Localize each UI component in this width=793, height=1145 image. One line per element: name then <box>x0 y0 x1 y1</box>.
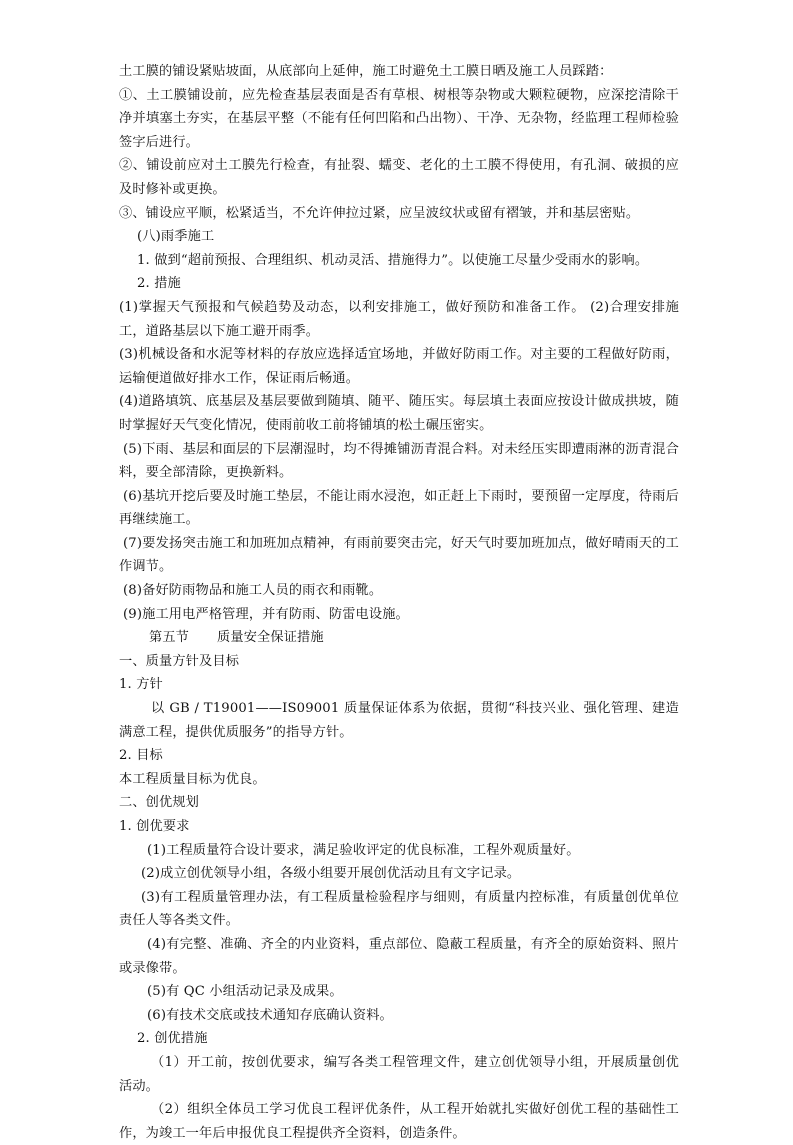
paragraph-step-1: ①、土工膜铺设前，应先检查基层表面是否有草根、树根等杂物或大颗粒硬物，应深挖清除干净并填塞土夯实，在基层平整（不能有任何凹陷和凸出物）、干净、无杂物，经监理工程师检验签字后进行。 <box>119 87 679 150</box>
section-heading <box>119 626 679 650</box>
paragraph-measure-1-2: (1)掌握天气预报和气候趋势及动态，以利安排施工，做好预防和准备工作。 (2)合理安排施工，道路基层以下施工避开雨季。 <box>119 299 679 339</box>
section-title: 质量安全保证措施 <box>217 630 324 646</box>
paragraph-step-3: ③、铺设应平顺，松紧适当，不允许伸拉过紧，应呈波纹状或留有褶皱，并和基层密贴。 <box>119 205 640 221</box>
heading-goal: 2. 目标 <box>119 748 163 764</box>
paragraph-step-2: ②、铺设前应对土工膜先行检查，有扯裂、蠕变、老化的土工膜不得使用，有孔洞、破损的应及时修补或更换。 <box>119 158 679 197</box>
paragraph-requirement-4: (4)有完整、准确、齐全的内业资料，重点部位、隐蔽工程质量，有齐全的原始资料、照片或录像带。 <box>119 936 679 976</box>
paragraph-measure-4: (4)道路填筑、底基层及基层要做到随填、随平、随压实。每层填土表面应按设计做成拱坡，随时掌握好天气变化情况，使雨前收工前将铺填的松土碾压密实。 <box>119 394 679 433</box>
heading-rainy-season: (八)雨季施工 <box>137 229 215 245</box>
document-body <box>119 60 679 1145</box>
paragraph-requirement-3: (3)有工程质量管理办法，有工程质量检验程序与细则，有质量内控标准，有质量创优单位责任人等各类文件。 <box>119 889 679 929</box>
heading-policy: 1. 方针 <box>119 677 163 693</box>
section-number: 第五节 <box>149 630 190 646</box>
paragraph-policy: 以 GB / T19001——IS09001 质量保证体系为依据，贯彻“科技兴业、强化管理、建造满意工程，提供优质服务”的指导方针。 <box>119 701 679 740</box>
heading-quality-policy: 一、质量方针及目标 <box>119 653 240 669</box>
paragraph-geomembrane-intro: 土工膜的铺设紧贴坡面，从底部向上延伸，施工时避免土工膜日晒及施工人员踩踏： <box>119 64 613 79</box>
paragraph-goal: 本工程质量目标为优良。 <box>119 771 266 787</box>
paragraph-measure-8: (8)备好防雨物品和施工人员的雨衣和雨靴。 <box>123 583 383 599</box>
paragraph-measure-5: (5)下雨、基层和面层的下层潮湿时，均不得摊铺沥青混合料。对未经压实即遭雨淋的沥青混合料，要全部清除，更换新料。 <box>119 441 679 481</box>
paragraph-requirement-5: (5)有 QC 小组活动记录及成果。 <box>147 984 343 1000</box>
paragraph-measure-6: (6)基坑开挖后要及时施工垫层，不能让雨水浸泡，如正赶上下雨时，要预留一定厚度，待雨后再继续施工。 <box>119 488 679 528</box>
heading-excellence-measures: 2. 创优措施 <box>137 1031 208 1047</box>
heading-excellence-requirements: 1. 创优要求 <box>119 819 190 834</box>
heading-measures: 2. 措施 <box>137 276 181 292</box>
paragraph-measure-3: (3)机械设备和水泥等材料的存放应选择适宜场地，并做好防雨工作。对主要的工程做好防雨，运输便道做好排水工作，保证雨后畅通。 <box>119 347 679 386</box>
paragraph-excellence-measure-1: （1）开工前，按创优要求，编写各类工程管理文件，建立创优领导小组，开展质量创优活动。 <box>119 1054 679 1094</box>
paragraph-measure-9: (9)施工用电严格管理，并有防雨、防雷电设施。 <box>123 606 409 622</box>
paragraph-requirement-2: (2)成立创优领导小组，各级小组要开展创优活动且有文字记录。 <box>141 866 521 882</box>
paragraph-requirement-6: (6)有技术交底或技术通知存底确认资料。 <box>147 1007 393 1023</box>
paragraph-excellence-measure-2: （2）组织全体员工学习优良工程评优条件，从工程开始就扎实做好创优工程的基础性工作，为竣工一年后申报优良工程提供齐全资料，创造条件。 <box>119 1102 679 1141</box>
paragraph-requirement-1: (1)工程质量符合设计要求，满足验收评定的优良标准，工程外观质量好。 <box>147 842 580 858</box>
paragraph-measure-7: (7)要发扬突击施工和加班加点精神，有雨前要突击完，好天气时要加班加点，做好晴雨天的工作调节。 <box>119 535 679 575</box>
heading-excellence-plan: 二、创优规划 <box>119 795 200 811</box>
paragraph-rainy-principle: 1. 做到“超前预报、合理组织、机动灵活、措施得力”。以使施工尽量少受雨水的影响。 <box>137 252 649 268</box>
